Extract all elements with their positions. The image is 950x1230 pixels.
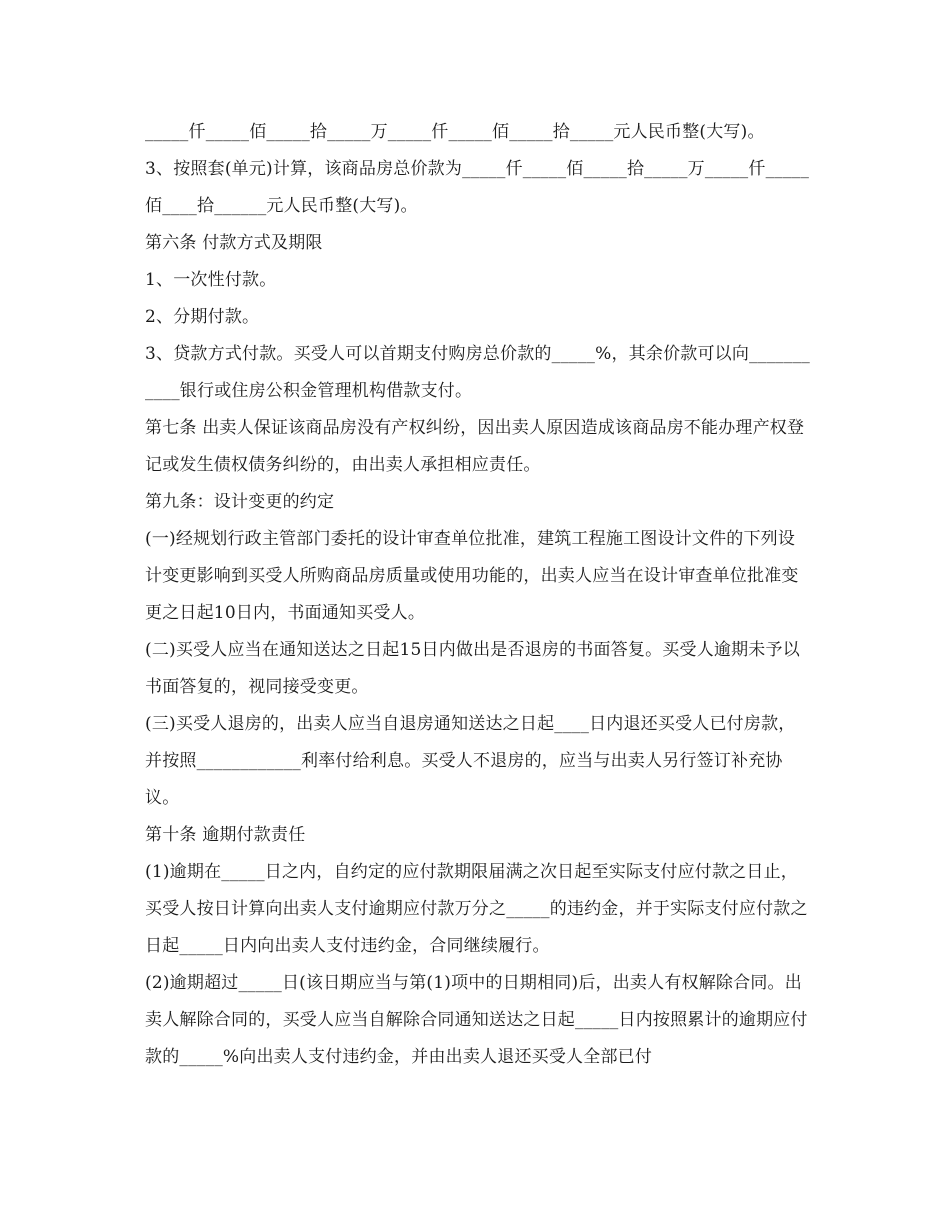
heading-article-6: 第六条 付款方式及期限 (145, 233, 323, 253)
paragraph-installment: 2、分期付款。 (145, 307, 260, 327)
paragraph-article-7: 第七条 出卖人保证该商品房没有产权纠纷，因出卖人原因造成该商品房不能办理产权登记或发生债权债务纠纷的，由出卖人承担相应责任。 (145, 418, 805, 475)
paragraph-late-payment-2: (2)逾期超过_____日(该日期应当与第(1)项中的日期相同)后，出卖人有权解除合同。出卖人解除合同的，买受人应当自解除合同通知送达之日起_____日内按照累计的逾期应付款的_____%向出卖人支付违约金，并由出卖人退还买受人全部已付 (145, 973, 808, 1067)
heading-article-10: 第十条 逾期付款责任 (145, 825, 306, 845)
paragraph-design-change-3: (三)买受人退房的，出卖人应当自退房通知送达之日起____日内退还买受人已付房款，并按照____________利率付给利息。买受人不退房的，应当与出卖人另行签订补充协议。 (145, 714, 796, 808)
paragraph-design-change-2: (二)买受人应当在通知送达之日起15日内做出是否退房的书面答复。买受人逾期未予以书面答复的，视同接受变更。 (145, 640, 800, 697)
heading-article-9: 第九条：设计变更的约定 (145, 492, 335, 512)
paragraph-design-change-1: (一)经规划行政主管部门委托的设计审查单位批准，建筑工程施工图设计文件的下列设计变更影响到买受人所购商品房质量或使用功能的，出卖人应当在设计审查单位批准变更之日起10日内，书面通知买受人。 (145, 529, 799, 623)
paragraph-lump-sum: 1、一次性付款。 (145, 270, 277, 290)
paragraph-unit-total-price: 3、按照套(单元)计算，该商品房总价款为_____仟_____佰_____拾_____万_____仟_____佰____拾______元人民币整(大写)。 (145, 159, 810, 216)
paragraph-price-words: _____仟_____佰_____拾_____万_____仟_____佰_____拾_____元人民币整(大写)。 (145, 122, 765, 142)
document-body (145, 114, 810, 1076)
paragraph-loan: 3、贷款方式付款。买受人可以首期支付购房总价款的_____%，其余价款可以向___________银行或住房公积金管理机构借款支付。 (145, 344, 810, 401)
paragraph-late-payment-1: (1)逾期在_____日之内，自约定的应付款期限届满之次日起至实际支付应付款之日止，买受人按日计算向出卖人支付逾期应付款万分之_____的违约金，并于实际支付应付款之日起_____日内向出卖人支付违约金，合同继续履行。 (145, 862, 808, 956)
